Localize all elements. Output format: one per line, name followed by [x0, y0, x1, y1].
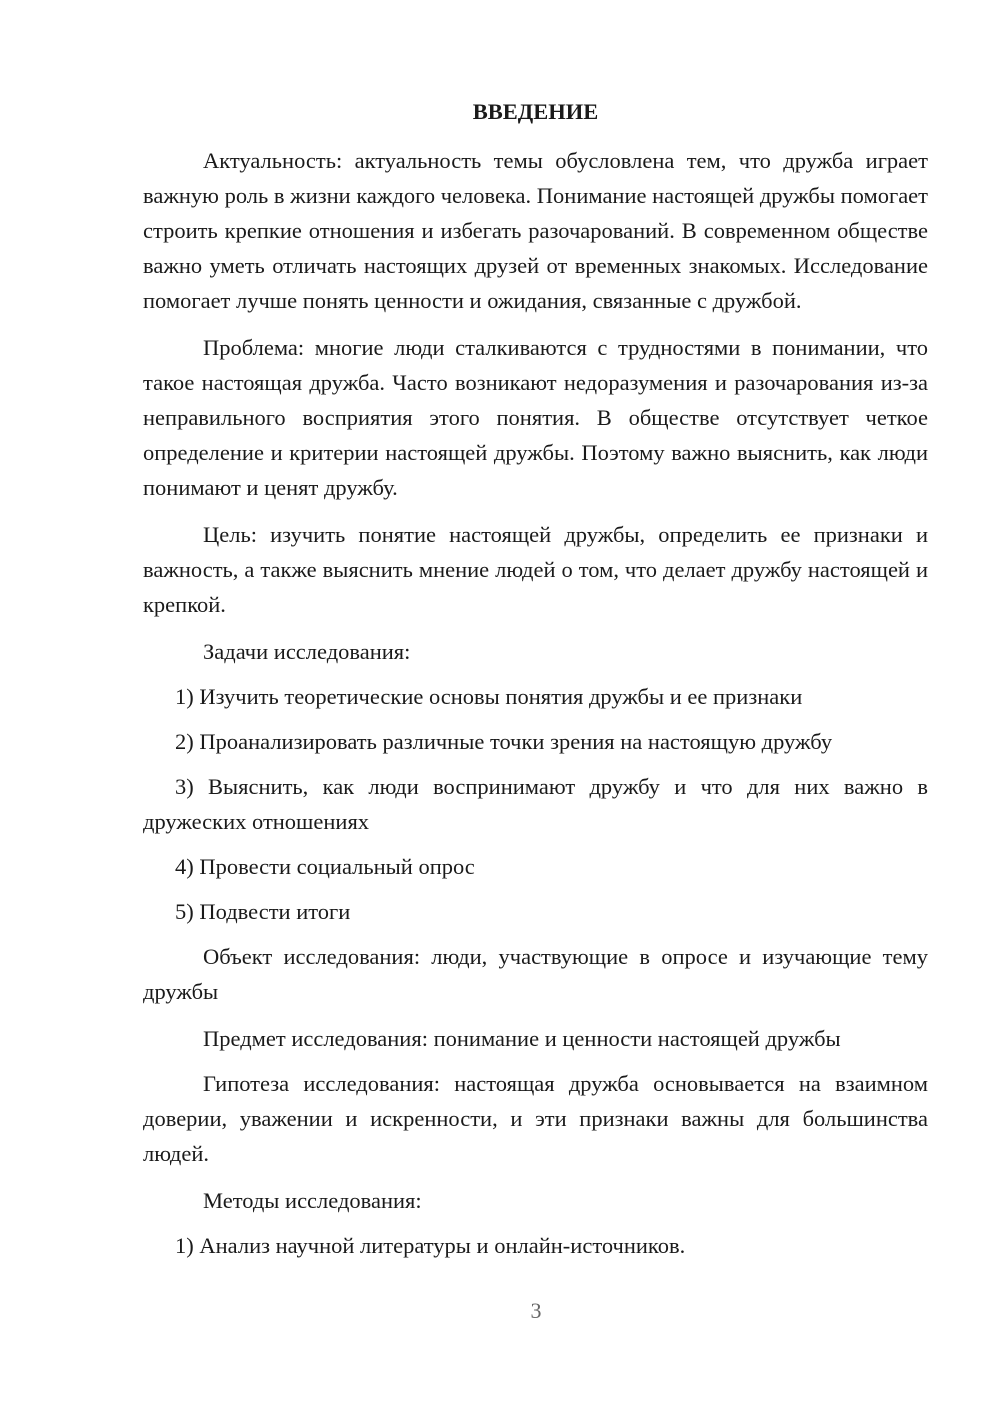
relevance-paragraph: Актуальность: актуальность темы обусловлена тем, что дружба играет важную роль в жизни каждого человека. Понимание настоящей дружбы помогает строить крепкие отношения и избегать разочарований. В современном обществе важно уметь отличать настоящих друзей от временных знакомых. Исследование помогает лучше понять ценности и ожидания, связанные с дружбой. [143, 148, 929, 313]
task-item: 4) Провести социальный опрос [175, 854, 475, 879]
hypothesis-paragraph: Гипотеза исследования: настоящая дружба основывается на взаимном доверии, уважении и искренности, и эти признаки важны для большинства людей. [143, 1071, 928, 1166]
methods-title: Методы исследования: [203, 1188, 422, 1213]
task-item: 2) Проанализировать различные точки зрения на настоящую дружбу [175, 729, 833, 754]
section-heading: ВВЕДЕНИЕ [472, 99, 599, 124]
task-item: 1) Изучить теоретические основы понятия дружбы и ее признаки [175, 684, 803, 709]
page-content [143, 94, 928, 1273]
object-paragraph: Объект исследования: люди, участвующие в опросе и изучающие тему дружбы [143, 944, 928, 1004]
method-item: 1) Анализ научной литературы и онлайн-источников. [175, 1233, 686, 1258]
tasks-title: Задачи исследования: [203, 639, 411, 664]
task-item: 3) Выяснить, как люди воспринимают дружбу и что для них важно в дружеских отношениях [143, 774, 928, 834]
page-number: 3 [530, 1298, 542, 1323]
task-item: 5) Подвести итоги [175, 899, 351, 924]
subject-paragraph: Предмет исследования: понимание и ценности настоящей дружбы [203, 1026, 841, 1051]
problem-paragraph: Проблема: многие люди сталкиваются с трудностями в понимании, что такое настоящая дружба. Часто возникают недоразумения и разочарования из-за неправильного восприятия этого понятия. В обществе отсутствует четкое определение и критерии настоящей дружбы. Поэтому важно выяснить, как люди понимают и ценят дружбу. [143, 335, 928, 500]
goal-paragraph: Цель: изучить понятие настоящей дружбы, определить ее признаки и важность, а также выяснить мнение людей о том, что делает дружбу настоящей и крепкой. [143, 522, 928, 617]
